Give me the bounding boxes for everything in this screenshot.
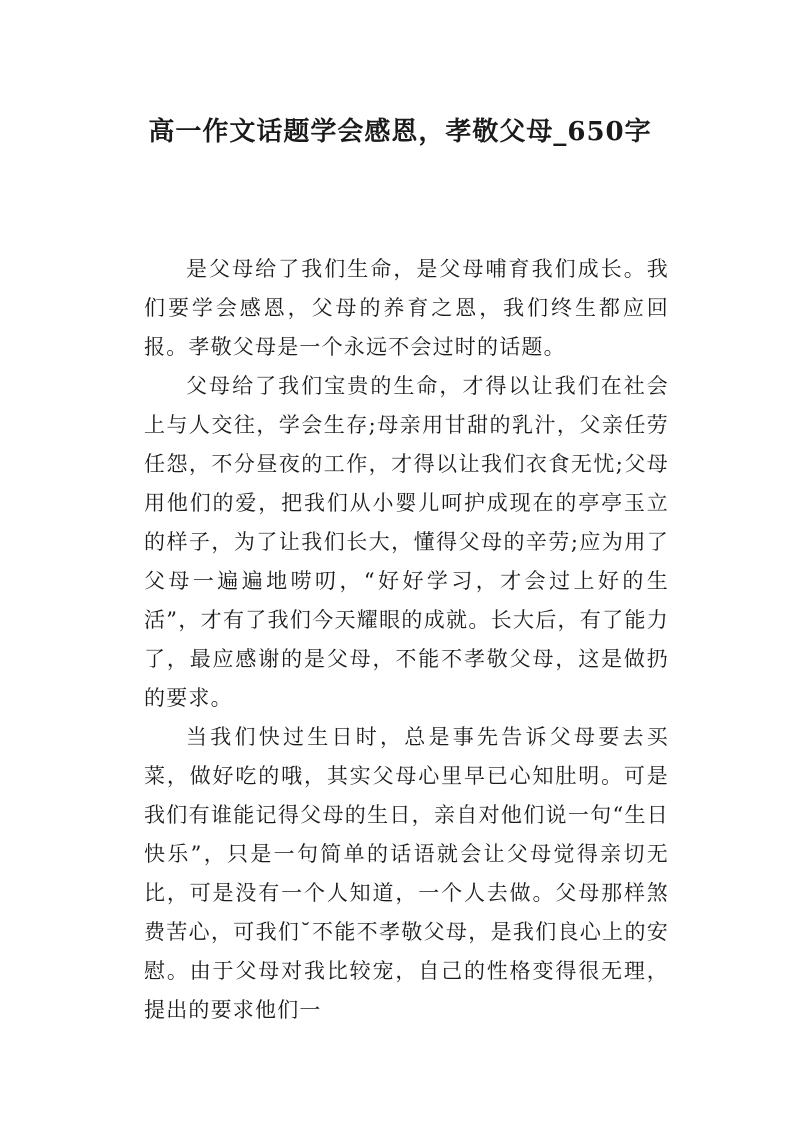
document-body bbox=[144, 250, 669, 1030]
paragraph-3: 当我们快过生日时，总是事先告诉父母要去买菜，做好吃的哦，其实父母心里早已心知肚明。可是我们有谁能记得父母的生日，亲自对他们说一句“生日快乐”，只是一句简单的话语就会让父母觉得亲切无比，可是没有一个人知道，一个人去做。父母那样煞费苦心，可我们˘不能不孝敬父母，是我们良心上的安慰。由于父母对我比较宠，自己的性格变得很无理，提出的要求他们一 bbox=[144, 725, 669, 1022]
paragraph-2: 父母给了我们宝贵的生命，才得以让我们在社会上与人交往，学会生存;母亲用甘甜的乳汁，父亲任劳任怨，不分昼夜的工作，才得以让我们衣食无忧;父母用他们的爱，把我们从小婴儿呵护成现在的亭亭玉立的样子，为了让我们长大，懂得父母的辛劳;应为用了父母一遍遍地唠叨，“好好学习，才会过上好的生活”，才有了我们今天耀眼的成就。长大后，有了能力了，最应感谢的是父母，不能不孝敬父母，这是做扔的要求。 bbox=[144, 374, 669, 710]
paragraph-1: 是父母给了我们生命，是父母哺育我们成长。我们要学会感恩，父母的养育之恩，我们终生都应回报。孝敬父母是一个永远不会过时的话题。 bbox=[144, 257, 669, 359]
document-title: 高一作文话题学会感恩，孝敬父母_650字 bbox=[148, 117, 652, 147]
